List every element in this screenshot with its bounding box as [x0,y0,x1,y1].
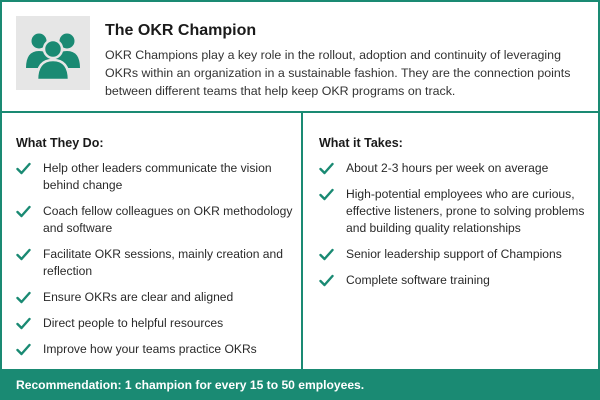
what-they-do-heading: What They Do: [16,136,104,150]
check-icon [16,291,31,304]
check-icon [16,162,31,175]
list-item [319,272,591,289]
card-body [2,113,598,369]
recommendation-text: Recommendation: 1 champion for every 15 to 50 employees. [16,378,365,392]
list-item-text: Improve how your teams practice OKRs [43,342,257,356]
list-item [16,160,296,194]
list-item-text: Coach fellow colleagues on OKR methodology and software [43,204,293,235]
list-item-text: Direct people to helpful resources [43,316,224,330]
header-description: OKR Champions play a key role in the rollout, adoption and continuity of leveraging OKRs within an organization in a sustainable fashion. They are the connection points between different teams that help keep OKR programs on track. [105,48,571,98]
what-it-takes-column [303,113,598,369]
check-icon [16,317,31,330]
list-item-text: Facilitate OKR sessions, mainly creation and reflection [43,247,283,278]
list-item [319,160,591,177]
card-header [2,2,598,113]
list-item [319,186,591,237]
check-icon [319,274,334,287]
list-item [16,315,296,332]
list-item [319,246,591,263]
list-item-text: About 2-3 hours per week on average [346,161,549,175]
check-icon [16,205,31,218]
check-icon [16,343,31,356]
what-they-do-column [2,113,303,369]
check-icon [319,162,334,175]
check-icon [319,188,334,201]
list-item-text: Senior leadership support of Champions [346,247,562,261]
what-it-takes-list [319,160,591,298]
list-item-text: High-potential employees who are curious, effective listeners, prone to solving problems and building quality relationships [346,187,585,235]
list-item [16,341,296,358]
people-group-icon [16,16,90,90]
list-item [16,203,296,237]
list-item-text: Ensure OKRs are clear and aligned [43,290,234,304]
list-item-text: Help other leaders communicate the vision behind change [43,161,272,192]
what-it-takes-heading: What it Takes: [319,136,403,150]
page-title: The OKR Champion [105,22,257,39]
check-icon [319,248,334,261]
check-icon [16,248,31,261]
what-they-do-list [16,160,296,367]
list-item-text: Complete software training [346,273,490,287]
recommendation-banner [2,369,598,400]
list-item [16,289,296,306]
list-item [16,246,296,280]
